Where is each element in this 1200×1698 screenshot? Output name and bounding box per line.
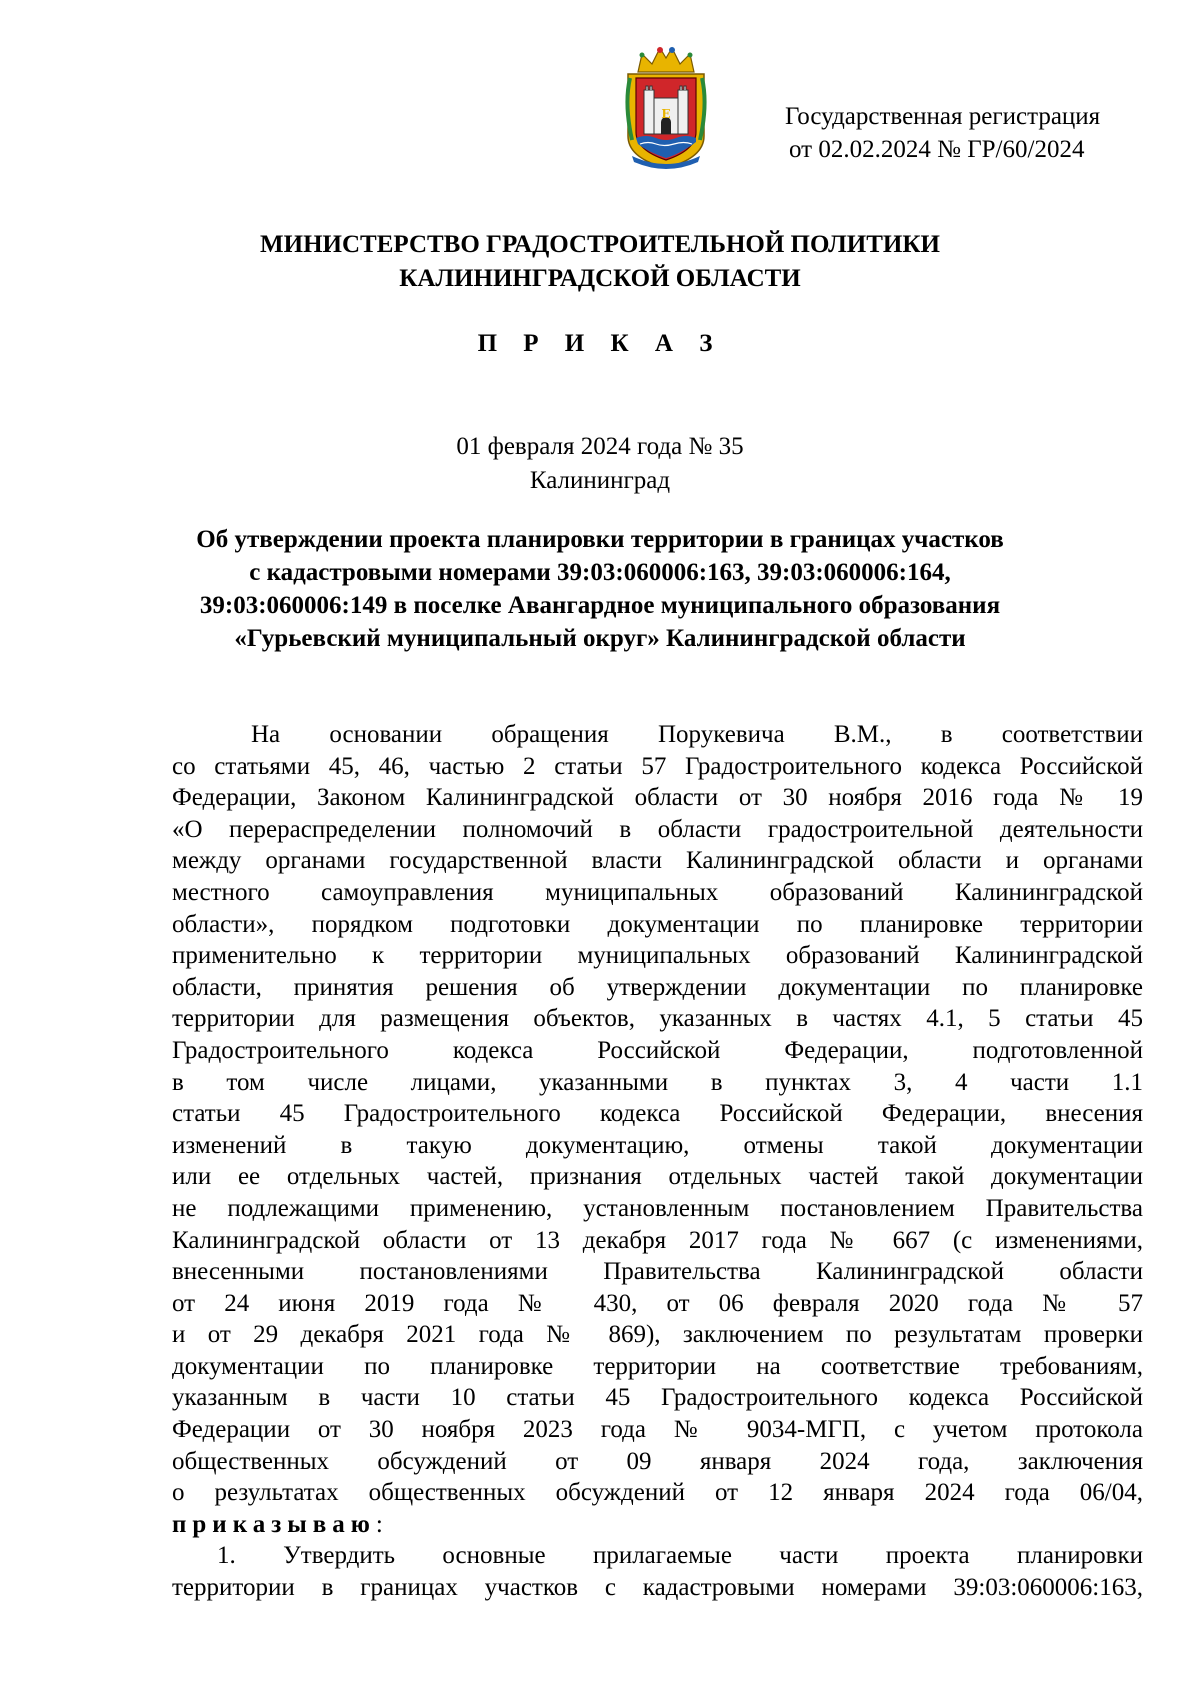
body-line: «О перераспределении полномочий в области градостроительной деятельности [172, 815, 1143, 843]
order-title: П Р И К А З [477, 330, 723, 357]
body-line: территории для размещения объектов, указанных в частях 4.1, 5 статьи 45 [172, 1005, 1143, 1033]
body-line: области, принятия решения об утверждении документации по планировке [172, 973, 1143, 1001]
ministry-line-1: МИНИСТЕРСТВО ГРАДОСТРОИТЕЛЬНОЙ ПОЛИТИКИ [260, 231, 940, 258]
registration-block [785, 100, 1165, 166]
body-line: общественных обсуждений от 09 января 2024 года, заключения [172, 1447, 1143, 1475]
subject-line-2: с кадастровыми номерами 39:03:060006:163, 39:03:060006:164, [249, 559, 951, 586]
registration-number: от 02.02.2024 № ГР/60/2024 [789, 136, 1085, 163]
order-subject [150, 523, 1050, 655]
subject-line-3: 39:03:060006:149 в поселке Авангардное муниципального образования [199, 592, 1001, 619]
body-line: Федерации, Законом Калининградской области от 30 ноября 2016 года № 19 [172, 784, 1143, 812]
body-line: документации по планировке территории на соответствие требованиям, [172, 1352, 1143, 1380]
order-date: 01 февраля 2024 года № 35 [456, 433, 744, 460]
body-line: указанным в части 10 статьи 45 Градостроительного кодекса Российской [172, 1384, 1143, 1412]
order-word: приказываю [172, 1510, 376, 1538]
body-line: Федерации от 30 ноября 2023 года № 9034-МГП, с учетом протокола [172, 1416, 1143, 1444]
coat-of-arms-icon [618, 44, 714, 170]
subject-line-4: «Гурьевский муниципальный округ» Калининградской области [234, 625, 966, 652]
body-line: о результатах общественных обсуждений от 12 января 2024 года 06/04, [172, 1479, 1143, 1507]
body-line: местного самоуправления муниципальных образований Калининградской [172, 878, 1143, 906]
body-line: Градостроительного кодекса Российской Федерации, подготовленной [172, 1036, 1143, 1064]
item-1-line-1: 1. Утвердить основные прилагаемые части проекта планировки [217, 1542, 1143, 1570]
body-line: статьи 45 Градостроительного кодекса Российской Федерации, внесения [172, 1100, 1143, 1128]
body-line: в том числе лицами, указанными в пунктах 3, 4 части 1.1 [172, 1068, 1143, 1096]
order-word-line [172, 1509, 1143, 1541]
body-line: изменений в такую документацию, отмены такой документации [172, 1131, 1143, 1159]
body-line: от 24 июня 2019 года № 430, от 06 февраля 2020 года № 57 [172, 1289, 1143, 1317]
body-line: области», порядком подготовки документации по планировке территории [172, 910, 1143, 938]
body-line: На основании обращения Порукевича В.М., в соответствии [251, 721, 1143, 748]
order-body [172, 719, 1143, 1604]
body-line: применительно к территории муниципальных образований Калининградской [172, 942, 1143, 970]
ministry-line-2: КАЛИНИНГРАДСКОЙ ОБЛАСТИ [399, 265, 801, 292]
body-line: Калининградской области от 13 декабря 2017 года № 667 (с изменениями, [172, 1226, 1143, 1254]
body-line: между органами государственной власти Калининградской области и органами [172, 847, 1143, 875]
registration-label: Государственная регистрация [785, 103, 1101, 130]
subject-line-1: Об утверждении проекта планировки территории в границах участков [196, 526, 1004, 553]
body-line: и от 29 декабря 2021 года № 869), заключением по результатам проверки [172, 1321, 1143, 1349]
body-line: или ее отдельных частей, признания отдельных частей такой документации [172, 1163, 1143, 1191]
body-line: внесенными постановлениями Правительства Калининградской области [172, 1258, 1143, 1286]
order-word-colon: : [375, 1510, 383, 1538]
item-1-line-2: территории в границах участков с кадастровыми номерами 39:03:060006:163, [172, 1574, 1143, 1602]
body-line: со статьями 45, 46, частью 2 статьи 57 Градостроительного кодекса Российской [172, 752, 1143, 780]
ministry-name [0, 228, 1200, 296]
body-line: не подлежащими применению, установленным постановлением Правительства [172, 1194, 1143, 1222]
order-city: Калининград [529, 467, 671, 494]
svg-text:E: E [661, 107, 671, 121]
order-date-block [0, 430, 1200, 498]
